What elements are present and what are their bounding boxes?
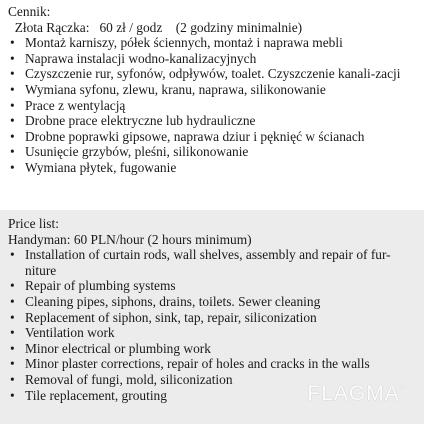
list-item: [8, 66, 416, 82]
polish-price-list: [0, 0, 424, 204]
service-text: Minor plaster corrections, repair of holes and cracks in the walls: [25, 356, 370, 372]
list-item: [8, 294, 416, 310]
list-item: [8, 310, 416, 326]
watermark-text: FLAGMA: [307, 382, 400, 405]
service-text: Ventilation work: [25, 325, 115, 341]
english-title: Price list:: [8, 216, 59, 231]
list-item: [8, 247, 416, 278]
list-item: [8, 341, 416, 357]
list-item: [8, 98, 416, 114]
list-item: [8, 35, 416, 51]
list-item: [8, 325, 416, 341]
list-item: [8, 51, 416, 67]
list-item: [8, 129, 416, 145]
service-text: Montaż karniszy, półek ściennych, montaż i naprawa mebli: [25, 35, 343, 51]
service-text: Naprawa instalacji wodno-kanalizacyjnych: [25, 50, 257, 66]
english-rate: Handyman: 60 PLN/hour (2 hours minimum): [8, 231, 252, 247]
service-text: Wymiana płytek, fugowanie: [25, 159, 177, 175]
service-text: Drobne poprawki gipsowe, naprawa dziur i pęknięć w ścianach: [25, 128, 365, 144]
list-item: [8, 144, 416, 160]
service-text: Repair of plumbing systems: [25, 278, 176, 294]
service-text: Cleaning pipes, siphons, drains, toilets. Sewer cleaning: [25, 293, 321, 309]
registered-mark-icon: +: [399, 382, 406, 392]
english-services-list: [8, 247, 416, 403]
list-item: [8, 278, 416, 294]
polish-rate: Złota Rączka: 60 zł / godz (2 godziny minimalnie): [8, 19, 303, 35]
list-item: [8, 113, 416, 129]
polish-services-list: [8, 35, 416, 175]
service-text: Removal of fungi, mold, siliconization: [25, 371, 233, 387]
list-item: [8, 356, 416, 372]
service-text: Czyszczenie rur, syfonów, odpływów, toalet. Czyszczenie kanali-zacji: [25, 66, 401, 82]
service-text: Tile replacement, grouting: [25, 387, 167, 403]
service-text: Minor electrical or plumbing work: [25, 340, 211, 356]
service-text: Usunięcie grzybów, pleśni, silikonowanie: [25, 144, 249, 160]
polish-title: Cennik:: [8, 4, 51, 19]
flagma-watermark: [307, 382, 406, 406]
service-text: Prace z wentylacją: [25, 97, 126, 113]
service-text: Drobne prace elektryczne lub hydrauliczne: [25, 113, 256, 129]
list-item: [8, 160, 416, 176]
service-text: Replacement of siphon, sink, tap, repair, siliconization: [25, 309, 317, 325]
service-text: Wymiana syfonu, zlewu, kranu, naprawa, silikonowanie: [25, 81, 326, 97]
list-item: [8, 82, 416, 98]
service-text: Installation of curtain rods, wall shelves, assembly and repair of fur-niture: [25, 247, 391, 278]
